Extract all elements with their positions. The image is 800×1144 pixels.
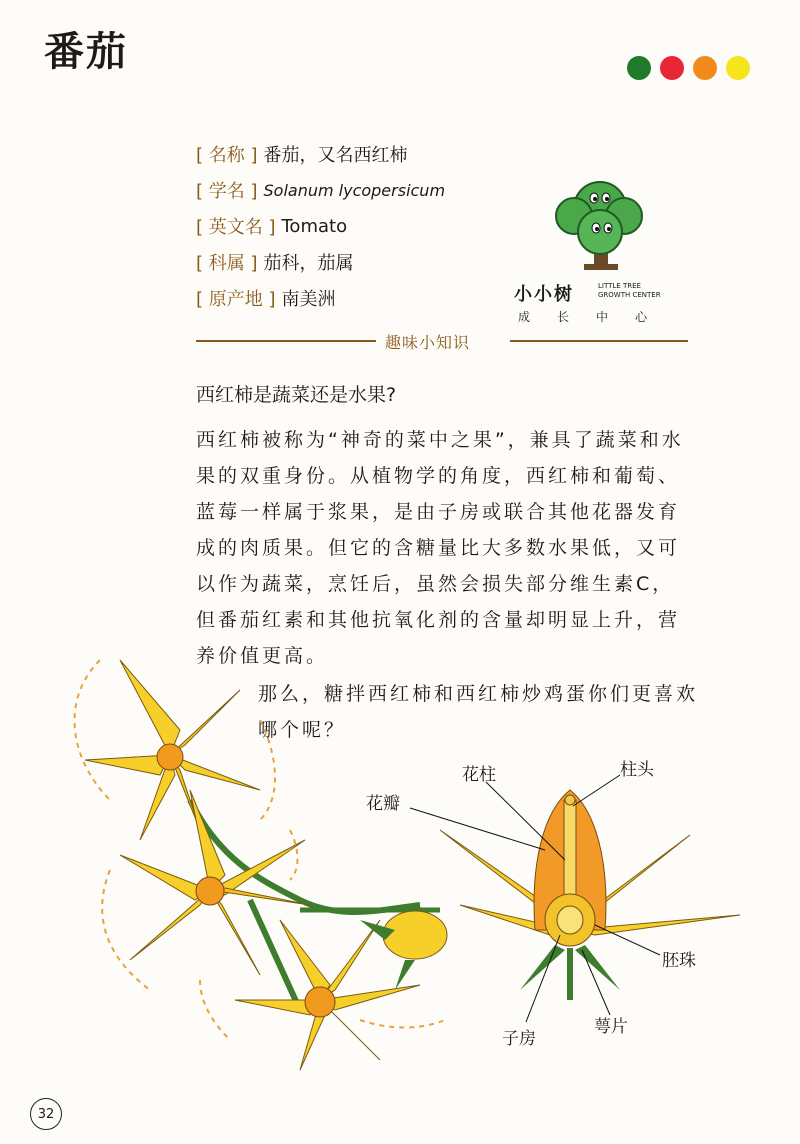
flower-bud (360, 911, 447, 990)
divider-left (196, 340, 376, 342)
tree-icon (514, 168, 689, 278)
little-tree-logo (514, 168, 689, 328)
logo-subtitle: 成长中心 (518, 310, 675, 324)
info-value: 番茄，又名西红柿 (263, 145, 408, 166)
color-dots (627, 56, 750, 80)
info-row-english: [ 英文名 ] Tomato (196, 215, 348, 238)
logo-name-en: LITTLE TREE GROWTH CENTER (598, 282, 661, 299)
info-key: 英文名 (208, 217, 263, 238)
info-value: 茄科，茄属 (263, 253, 354, 274)
info-row-scientific: [ 学名 ] Solanum lycopersicum (196, 180, 446, 202)
info-value: 南美洲 (281, 289, 336, 310)
info-list (196, 136, 445, 316)
page-number: 32 (30, 1098, 62, 1130)
label-petal: 花瓣 (366, 794, 400, 814)
label-sepal: 萼片 (594, 1017, 628, 1037)
label-style: 花柱 (462, 765, 496, 785)
green-dot (627, 56, 651, 80)
tomato-flower-illustration (0, 640, 800, 1080)
red-dot (660, 56, 684, 80)
logo-name-cn: 小小树 (514, 284, 574, 305)
label-ovule: 胚珠 (662, 951, 696, 971)
info-value: Solanum lycopersicum (263, 180, 446, 200)
info-value: Tomato (281, 215, 348, 237)
body-paragraph: 西红柿被称为“神奇的菜中之果”，兼具了蔬菜和水果的双重身份。从植物学的角度，西红柿和葡萄、蓝莓一样属于浆果，是由子房或联合其他花器发育成的肉质果。但它的含糖量比大多数水果低，又可以作为蔬菜，烹饪后，虽然会损失部分维生素C，但番茄红素和其他抗氧化剂的含量却明显上升，营养价值更高。 (196, 429, 684, 667)
label-stigma: 柱头 (620, 760, 654, 780)
question-heading: 西红柿是蔬菜还是水果? (196, 384, 397, 406)
info-key: 原产地 (208, 289, 263, 310)
info-row-origin: [ 原产地 ] 南美洲 (196, 280, 445, 316)
yellow-dot (726, 56, 750, 80)
page-title: 番茄 (44, 29, 128, 75)
info-key: 科属 (208, 253, 245, 274)
info-row-family: [ 科属 ] 茄科，茄属 (196, 244, 445, 280)
label-ovary: 子房 (502, 1029, 536, 1049)
divider-right (510, 340, 688, 342)
info-key: 学名 (208, 181, 245, 202)
section-label: 趣味小知识 (385, 333, 471, 352)
info-row-name: [ 名称 ] 番茄，又名西红柿 (196, 136, 445, 172)
flower-top (85, 660, 260, 840)
info-key: 名称 (208, 145, 245, 166)
motion-arrows (75, 660, 445, 1040)
orange-dot (693, 56, 717, 80)
closing-question: 那么，糖拌西红柿和西红柿炒鸡蛋你们更喜欢哪个呢？ (258, 683, 699, 741)
